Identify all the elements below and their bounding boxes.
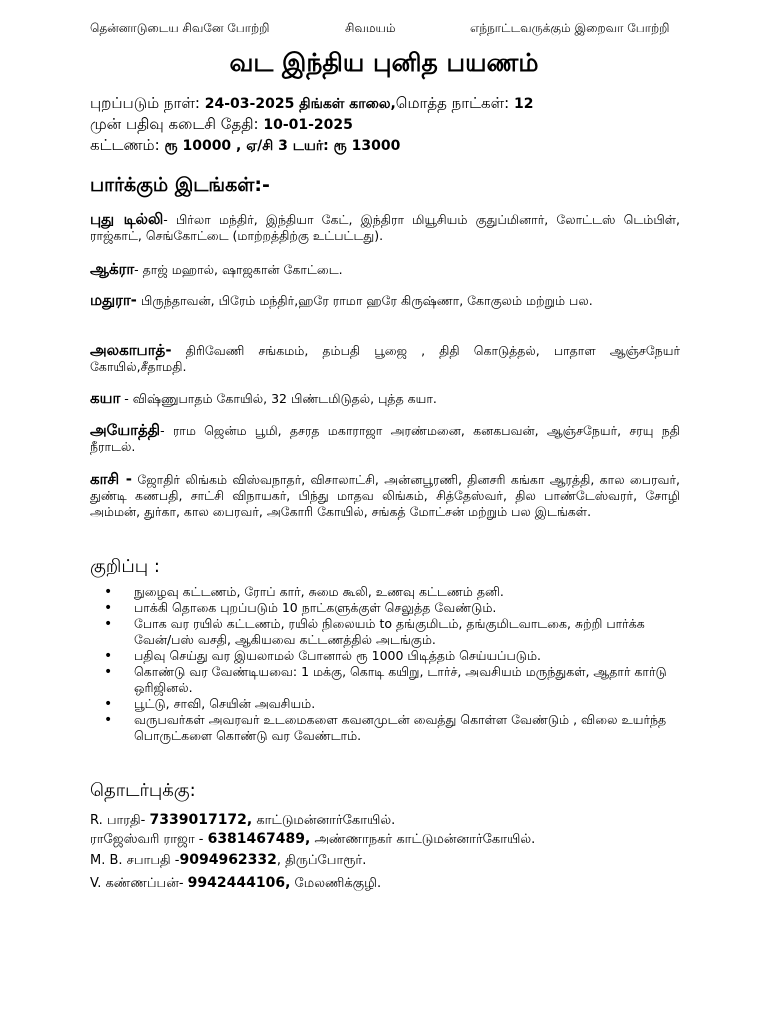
bullet-icon: • (104, 664, 113, 680)
total-days-value: 12 (514, 96, 534, 112)
list-item (90, 584, 680, 600)
bullet-icon: • (104, 616, 113, 632)
booking-label: முன் பதிவு கடைசி தேதி: (90, 115, 259, 133)
contact-line (90, 852, 366, 869)
total-days-label: மொத்த நாட்கள்: (395, 94, 510, 112)
contact-place: காட்டுமன்னார்கோயில். (252, 813, 396, 828)
header-right: எந்நாட்டவருக்கும் இறைவா போற்றி (470, 21, 670, 35)
departure-date: 24-03-2025 (204, 96, 295, 112)
contact-place: அண்ணாநகர் காட்டுமன்னார்கோயில். (310, 832, 536, 847)
list-item (90, 696, 680, 712)
booking-date: 10-01-2025 (263, 117, 353, 133)
list-item (90, 600, 680, 616)
contact-phone: 9942444106, (187, 875, 291, 891)
contact-name: ராஜேஸ்வரி ராஜா - (90, 832, 208, 847)
place-name: அயோத்தி (90, 421, 161, 439)
contact-place: மேலணிக்குழி. (290, 876, 382, 891)
contact-phone: 7339017172, (149, 812, 253, 828)
place-details: - தாஜ் மஹால், ஷாஜகான் கோட்டை. (134, 262, 343, 277)
contact-line (90, 812, 395, 829)
notes-list (90, 584, 680, 744)
bullet-icon: • (104, 600, 113, 616)
contact-line (90, 831, 535, 848)
fee-value: ரூ 10000 , ஏ/சி 3 டயர்: ரூ 13000 (164, 138, 401, 154)
list-item (90, 648, 680, 664)
notes-heading: குறிப்பு : (90, 556, 160, 577)
place-details: - ராம ஜென்ம பூமி, தசரத மகாராஜா அரண்மனை, கனகபவன், ஆஞ்சநேயர், சரயு நதி நீராடல். (90, 423, 680, 454)
place-details: ஜோதிர் லிங்கம் விஸ்வநாதர், விசாலாட்சி, அன்னபூரணி, தினசரி கங்கா ஆரத்தி, கால பைரவர், துண்டி கணபதி, சாட்சி விநாயகர், பிந்து மாதவ லிங்கம், சித்தேஸ்வர், தில பாண்டேஸ்வரர், சோழி அம்மன், துர்கா, கால பைரவர், அகோரி கோயில், சங்கத் மோட்சன் மற்றும் பல இடங்கள். (90, 472, 680, 519)
place-name: மதுரா- (90, 291, 137, 309)
bullet-icon: • (104, 712, 113, 728)
booking-line (90, 115, 353, 135)
contact-name: R. பாரதி- (90, 813, 150, 828)
place-details: திரிவேணி சங்கமம், தம்பதி பூஜை , திதி கொடுத்தல், பாதாள ஆஞ்சநேயர் கோயில்,சீதாமதி. (90, 343, 680, 374)
contact-heading: தொடர்புக்கு: (90, 780, 196, 801)
note-text: பாக்கி தொகை புறப்படும் 10 நாட்களுக்குள் செலுத்த வேண்டும். (134, 600, 497, 615)
note-text: நுழைவு கட்டணம், ரோப் கார், சுமை கூலி, உணவு கட்டணம் தனி. (134, 584, 504, 599)
departure-day: திங்கள் காலை, (299, 96, 396, 112)
contact-name: M. B. சபாபதி - (90, 853, 180, 868)
place-name: காசி - (90, 470, 133, 488)
contact-phone: 9094962332 (179, 852, 277, 868)
bullet-icon: • (104, 584, 113, 600)
fee-line (90, 136, 400, 156)
place-delhi (90, 211, 680, 244)
note-text: போக வர ரயில் கட்டணம், ரயில் நிலையம் to தங்குமிடம், தங்குமிடவாடகை, சுற்றி பார்க்க வேன்/பஸ் வசதி, ஆகியவை கட்டணத்தில் அடங்கும். (134, 616, 645, 647)
page-title: வட இந்திய புனித பயணம் (229, 48, 539, 77)
note-text: கொண்டு வர வேண்டியவை: 1 மக்கு, கொடி கயிறு, டார்ச், அவசியம் மருந்துகள், ஆதார் கார்டு ஒரிஜினல். (134, 664, 667, 695)
contact-name: V. கண்ணப்பன்- (90, 876, 188, 891)
place-mathura (90, 292, 680, 309)
place-details: பிருந்தாவன், பிரேம் மந்திர்,ஹரே ராமா ஹரே கிருஷ்ணா, கோகுலம் மற்றும் பல. (136, 293, 593, 308)
contact-phone: 6381467489, (207, 831, 311, 847)
place-details: - பிர்லா மந்திர், இந்தியா கேட், இந்திரா மியூசியம் குதுப்மினார், லோட்டஸ் டெம்பிள், ராஜ்காட், செங்கோட்டை (மாற்றத்திற்கு உட்பட்டது). (90, 212, 680, 243)
departure-label: புறப்படும் நாள்: (90, 94, 200, 112)
place-name: அலகாபாத்- (90, 341, 172, 359)
contact-place: , திருப்போரூர். (276, 853, 367, 868)
place-name: கயா (90, 389, 121, 407)
departure-line (90, 94, 534, 114)
header-center: சிவமயம் (345, 21, 396, 35)
list-item (90, 664, 680, 696)
place-details: - விஷ்ணுபாதம் கோயில், 32 பிண்டமிடுதல், புத்த கயா. (120, 391, 437, 406)
list-item (90, 712, 680, 744)
bullet-icon: • (104, 696, 113, 712)
header-left: தென்னாடுடைய சிவனே போற்றி (90, 21, 270, 35)
place-name: புது டில்லி (90, 210, 164, 228)
bullet-icon: • (104, 648, 113, 664)
note-text: வருபவர்கள் அவரவர் உடமைகளை கவனமுடன் வைத்து கொள்ள வேண்டும் , விலை உயர்ந்த பொருட்களை கொண்டு வர வேண்டாம். (134, 712, 667, 743)
contact-line (90, 875, 381, 892)
fee-label: கட்டணம்: (90, 136, 160, 154)
place-gaya (90, 390, 680, 407)
place-agra (90, 261, 680, 278)
place-name: ஆக்ரா (90, 260, 135, 278)
place-allahabad (90, 342, 680, 375)
note-text: பதிவு செய்து வர இயலாமல் போனால் ரூ 1000 பிடித்தம் செய்யப்படும். (134, 648, 541, 663)
list-item (90, 616, 680, 648)
place-kashi (90, 471, 680, 520)
place-ayodhya (90, 422, 680, 455)
note-text: பூட்டு, சாவி, செயின் அவசியம். (134, 696, 316, 711)
places-heading: பார்க்கும் இடங்கள்:- (90, 174, 270, 196)
